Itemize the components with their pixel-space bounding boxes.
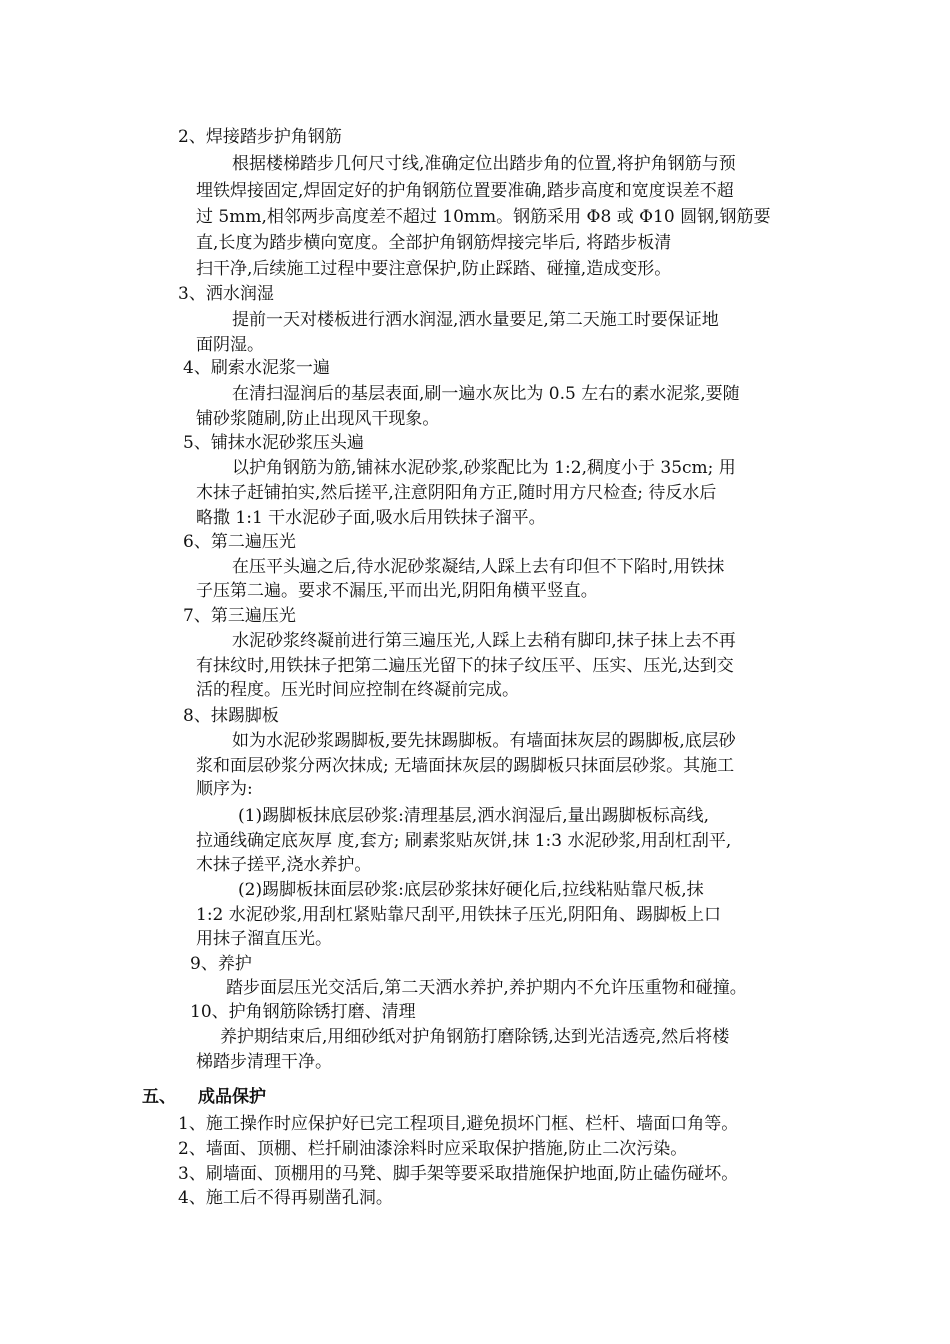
paragraph-line: 养护期结束后,用细砂纸对护角钢筋打磨除锈,达到光洁透亮,然后将楼 xyxy=(220,1027,730,1047)
paragraph-line: 木抹子赶铺拍实,然后搓平,注意阴阳角方正,随时用方尺检查; 待反水后 xyxy=(196,483,717,503)
section-number: 五、 xyxy=(142,1087,176,1107)
section-title: 成品保护 xyxy=(198,1087,266,1107)
step-heading: 7、第三遍压光 xyxy=(183,606,296,626)
paragraph-line: 提前一天对楼板进行洒水润湿,洒水量要足,第二天施工时要保证地 xyxy=(232,310,719,330)
paragraph-line: 在清扫湿润后的基层表面,刷一遍水灰比为 0.5 左右的素水泥浆,要随 xyxy=(232,384,740,404)
step-heading: 2、焊接踏步护角钢筋 xyxy=(178,127,342,147)
paragraph-line: 扫干净,后续施工过程中要注意保护,防止踩踏、碰撞,造成变形。 xyxy=(196,259,672,279)
paragraph-line: 活的程度。压光时间应控制在终凝前完成。 xyxy=(196,680,519,700)
paragraph-line: 埋铁焊接固定,焊固定好的护角钢筋位置要准确,踏步高度和宽度误差不超 xyxy=(196,181,734,201)
paragraph-line: (1)踢脚板抹底层砂浆:清理基层,洒水润湿后,量出踢脚板标高线, xyxy=(238,806,710,826)
paragraph-line: 1、施工操作时应保护好已完工程项目,避免损坏门框、栏杆、墙面口角等。 xyxy=(178,1114,739,1134)
paragraph-line: 梯踏步清理干净。 xyxy=(196,1052,332,1072)
paragraph-line: 水泥砂浆终凝前进行第三遍压光,人踩上去稍有脚印,抹子抹上去不再 xyxy=(232,631,736,651)
step-heading: 5、铺抹水泥砂浆压头遍 xyxy=(183,433,364,453)
paragraph-line: 铺砂浆随刷,防止出现风干现象。 xyxy=(196,409,440,429)
paragraph-line: 拉通线确定底灰厚 度,套方; 刷素浆贴灰饼,抹 1:3 水泥砂浆,用刮杠刮平, xyxy=(196,831,732,851)
paragraph-line: 根据楼梯踏步几何尺寸线,准确定位出踏步角的位置,将护角钢筋与预 xyxy=(232,154,736,174)
paragraph-line: 有抹纹时,用铁抹子把第二遍压光留下的抹子纹压平、压实、压光,达到交 xyxy=(196,656,734,676)
paragraph-line: 如为水泥砂浆踢脚板,要先抹踢脚板。有墙面抹灰层的踢脚板,底层砂 xyxy=(232,731,736,751)
paragraph-line: 踏步面层压光交活后,第二天洒水养护,养护期内不允许压重物和碰撞。 xyxy=(226,978,747,998)
paragraph-line: 面阴湿。 xyxy=(196,335,264,355)
paragraph-line: 略撒 1:1 干水泥砂子面,吸水后用铁抹子溜平。 xyxy=(196,508,546,528)
paragraph-line: 直,长度为踏步横向宽度。全部护角钢筋焊接完毕后, 将踏步板清 xyxy=(196,233,672,253)
paragraph-line: 3、刷墙面、顶棚用的马凳、脚手架等要采取措施保护地面,防止磕伤碰坏。 xyxy=(178,1164,739,1184)
paragraph-line: 1:2 水泥砂浆,用刮杠紧贴靠尺刮平,用铁抹子压光,阴阳角、踢脚板上口 xyxy=(196,905,721,925)
paragraph-line: (2)踢脚板抹面层砂浆:底层砂浆抹好硬化后,拉线粘贴靠尺板,抹 xyxy=(238,880,704,900)
paragraph-line: 4、施工后不得再剔凿孔洞。 xyxy=(178,1188,393,1208)
paragraph-line: 顺序为: xyxy=(196,779,253,799)
step-heading: 6、第二遍压光 xyxy=(183,532,296,552)
paragraph-line: 浆和面层砂浆分两次抹成; 无墙面抹灰层的踢脚板只抹面层砂浆。其施工 xyxy=(196,756,735,776)
step-heading: 4、刷索水泥浆一遍 xyxy=(183,358,330,378)
paragraph-line: 子压第二遍。要求不漏压,平而出光,阴阳角横平竖直。 xyxy=(196,581,598,601)
step-heading: 9、养护 xyxy=(190,954,252,974)
step-heading: 8、抹踢脚板 xyxy=(183,706,279,726)
paragraph-line: 在压平头遍之后,待水泥砂浆凝结,人踩上去有印但不下陷时,用铁抹 xyxy=(232,557,725,577)
paragraph-line: 过 5mm,相邻两步高度差不超过 10mm。钢筋采用 Φ8 或 Φ10 圆钢,钢筋要 xyxy=(196,207,771,227)
step-heading: 3、洒水润湿 xyxy=(178,284,274,304)
paragraph-line: 2、墙面、顶棚、栏扦刷油漆涂料时应采取保护揩施,防止二次污染。 xyxy=(178,1139,688,1159)
paragraph-line: 用抹子溜直压光。 xyxy=(196,929,332,949)
section-heading xyxy=(142,1086,266,1108)
paragraph-line: 以护角钢筋为筋,铺袜水泥砂浆,砂浆配比为 1:2,稠度小于 35cm; 用 xyxy=(232,458,736,478)
paragraph-line: 木抹子搓平,浇水养护。 xyxy=(196,855,372,875)
step-heading: 10、护角钢筋除锈打磨、清理 xyxy=(190,1002,416,1022)
